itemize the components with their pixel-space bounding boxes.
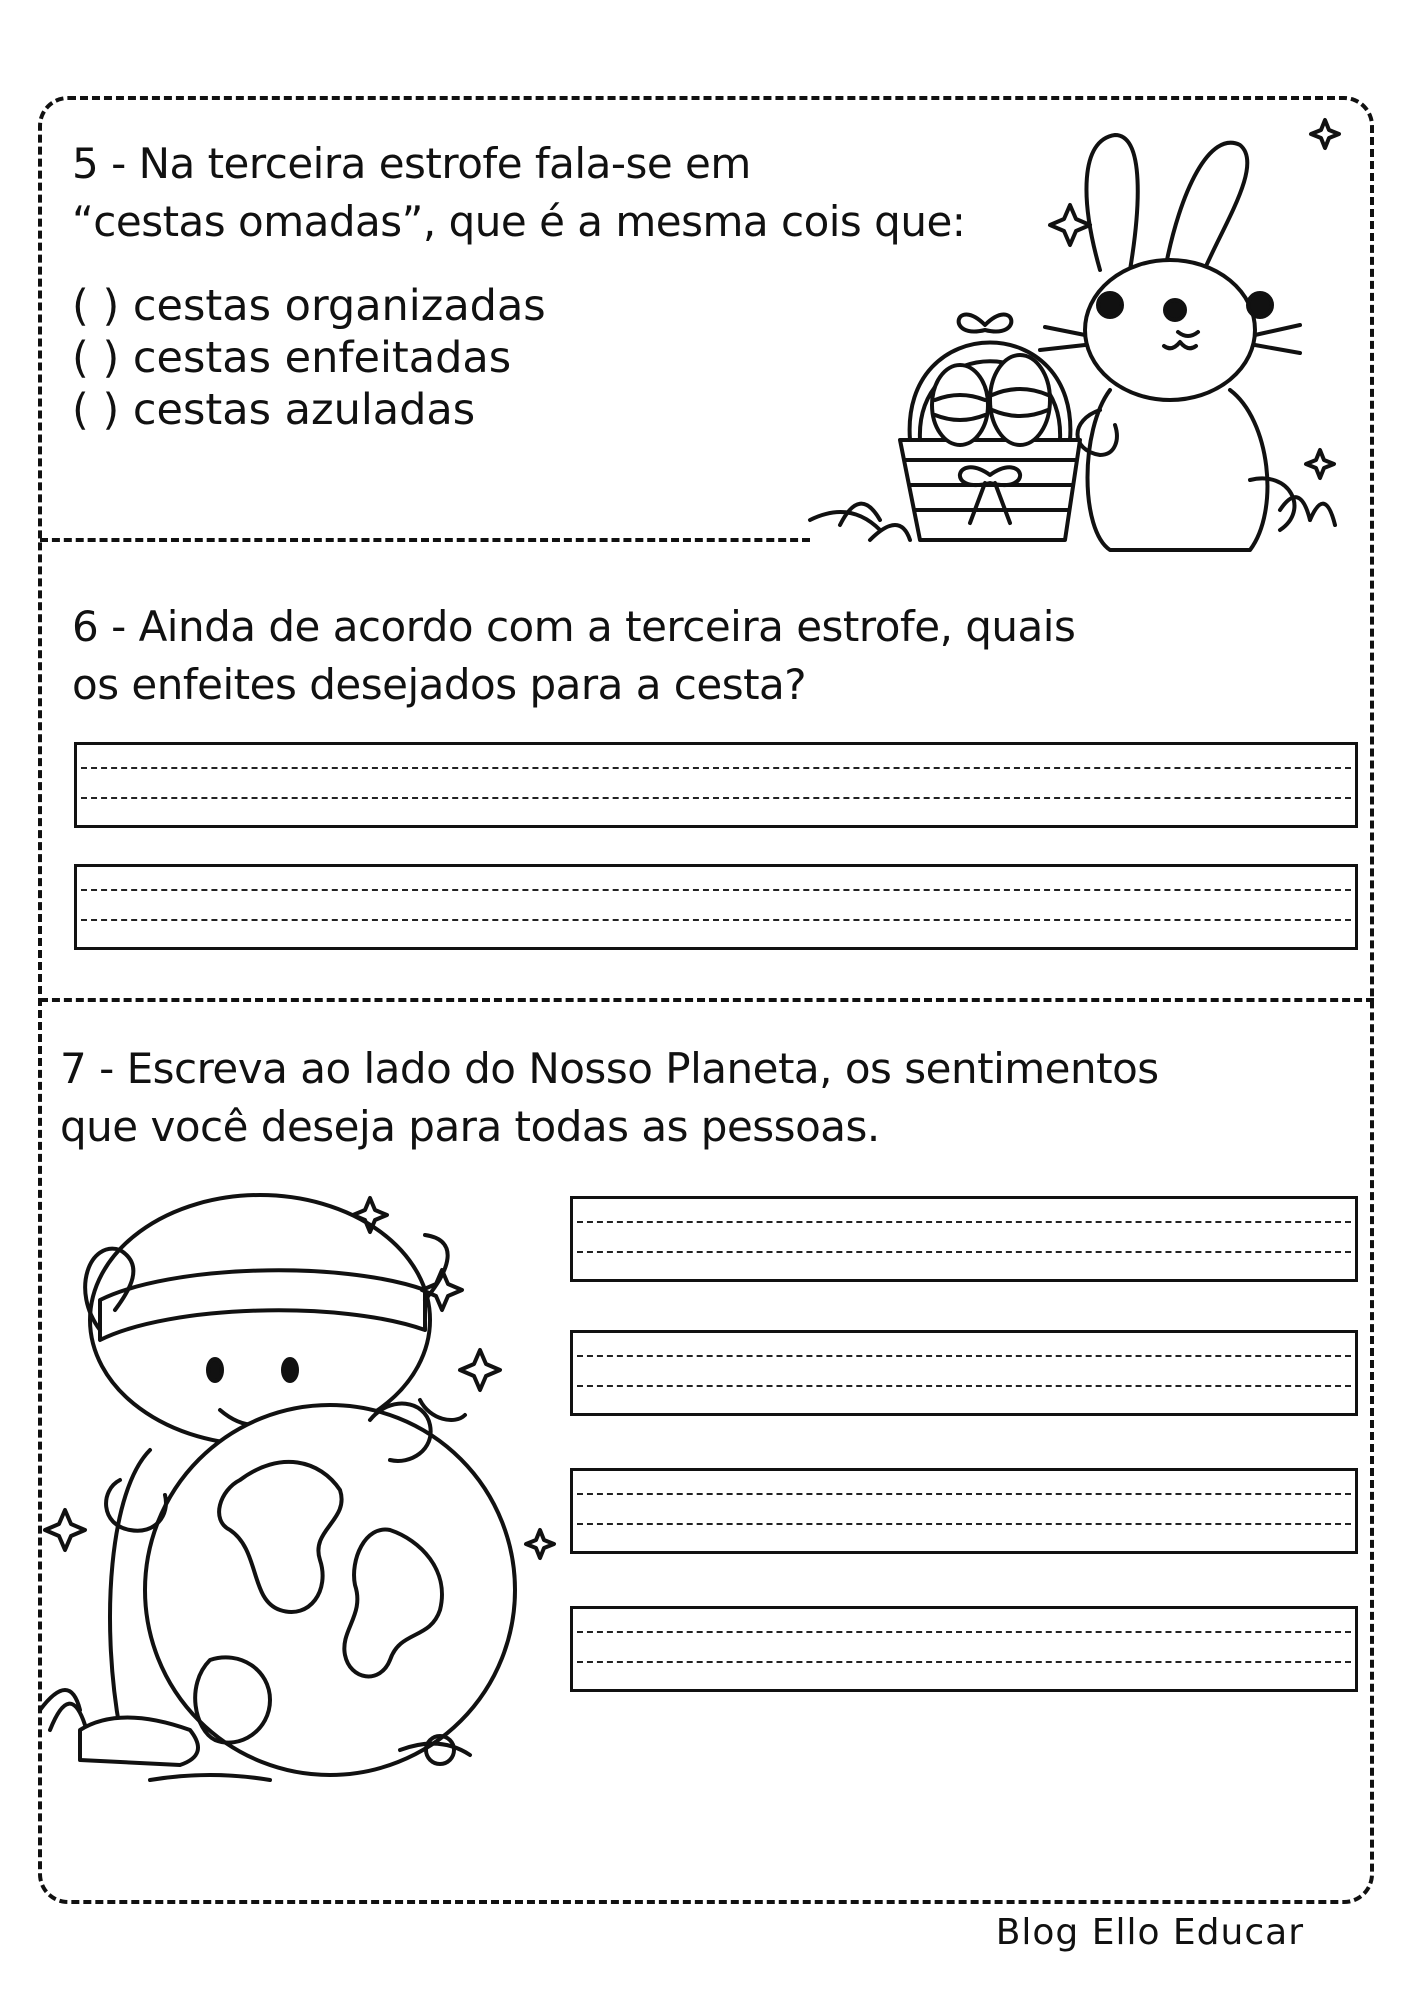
q7-answer-box-3[interactable] [570, 1468, 1358, 1554]
q6-answer-box-1[interactable] [74, 742, 1358, 828]
q5-title-line1: 5 - Na terceira estrofe fala-se em [72, 139, 751, 188]
child-hugging-earth-illustration [40, 1190, 580, 1780]
q6-title-line1: 6 - Ainda de acordo com a terceira estrofe, quais [72, 602, 1076, 651]
easter-bunny-illustration [780, 110, 1380, 560]
section-divider-1 [40, 538, 810, 542]
q7-answer-box-2[interactable] [570, 1330, 1358, 1416]
q5-option-organizadas[interactable]: ( ) cestas organizadas [72, 281, 546, 331]
q7-answer-box-4[interactable] [570, 1606, 1358, 1692]
q6-title-line2: os enfeites desejados para a cesta? [72, 660, 807, 709]
q7-title-line1: 7 - Escreva ao lado do Nosso Planeta, os sentimentos [60, 1044, 1159, 1093]
q5-title-line2: “cestas omadas”, que é a mesma cois que: [72, 197, 966, 246]
q7-answer-box-1[interactable] [570, 1196, 1358, 1282]
section-divider-2 [40, 998, 1374, 1002]
q7-title-line2: que você deseja para todas as pessoas. [60, 1102, 880, 1151]
q5-option-enfeitadas[interactable]: ( ) cestas enfeitadas [72, 333, 512, 383]
q6-answer-box-2[interactable] [74, 864, 1358, 950]
footer-credit: Blog Ello Educar [995, 1912, 1304, 1953]
q5-option-azuladas[interactable]: ( ) cestas azuladas [72, 385, 476, 435]
